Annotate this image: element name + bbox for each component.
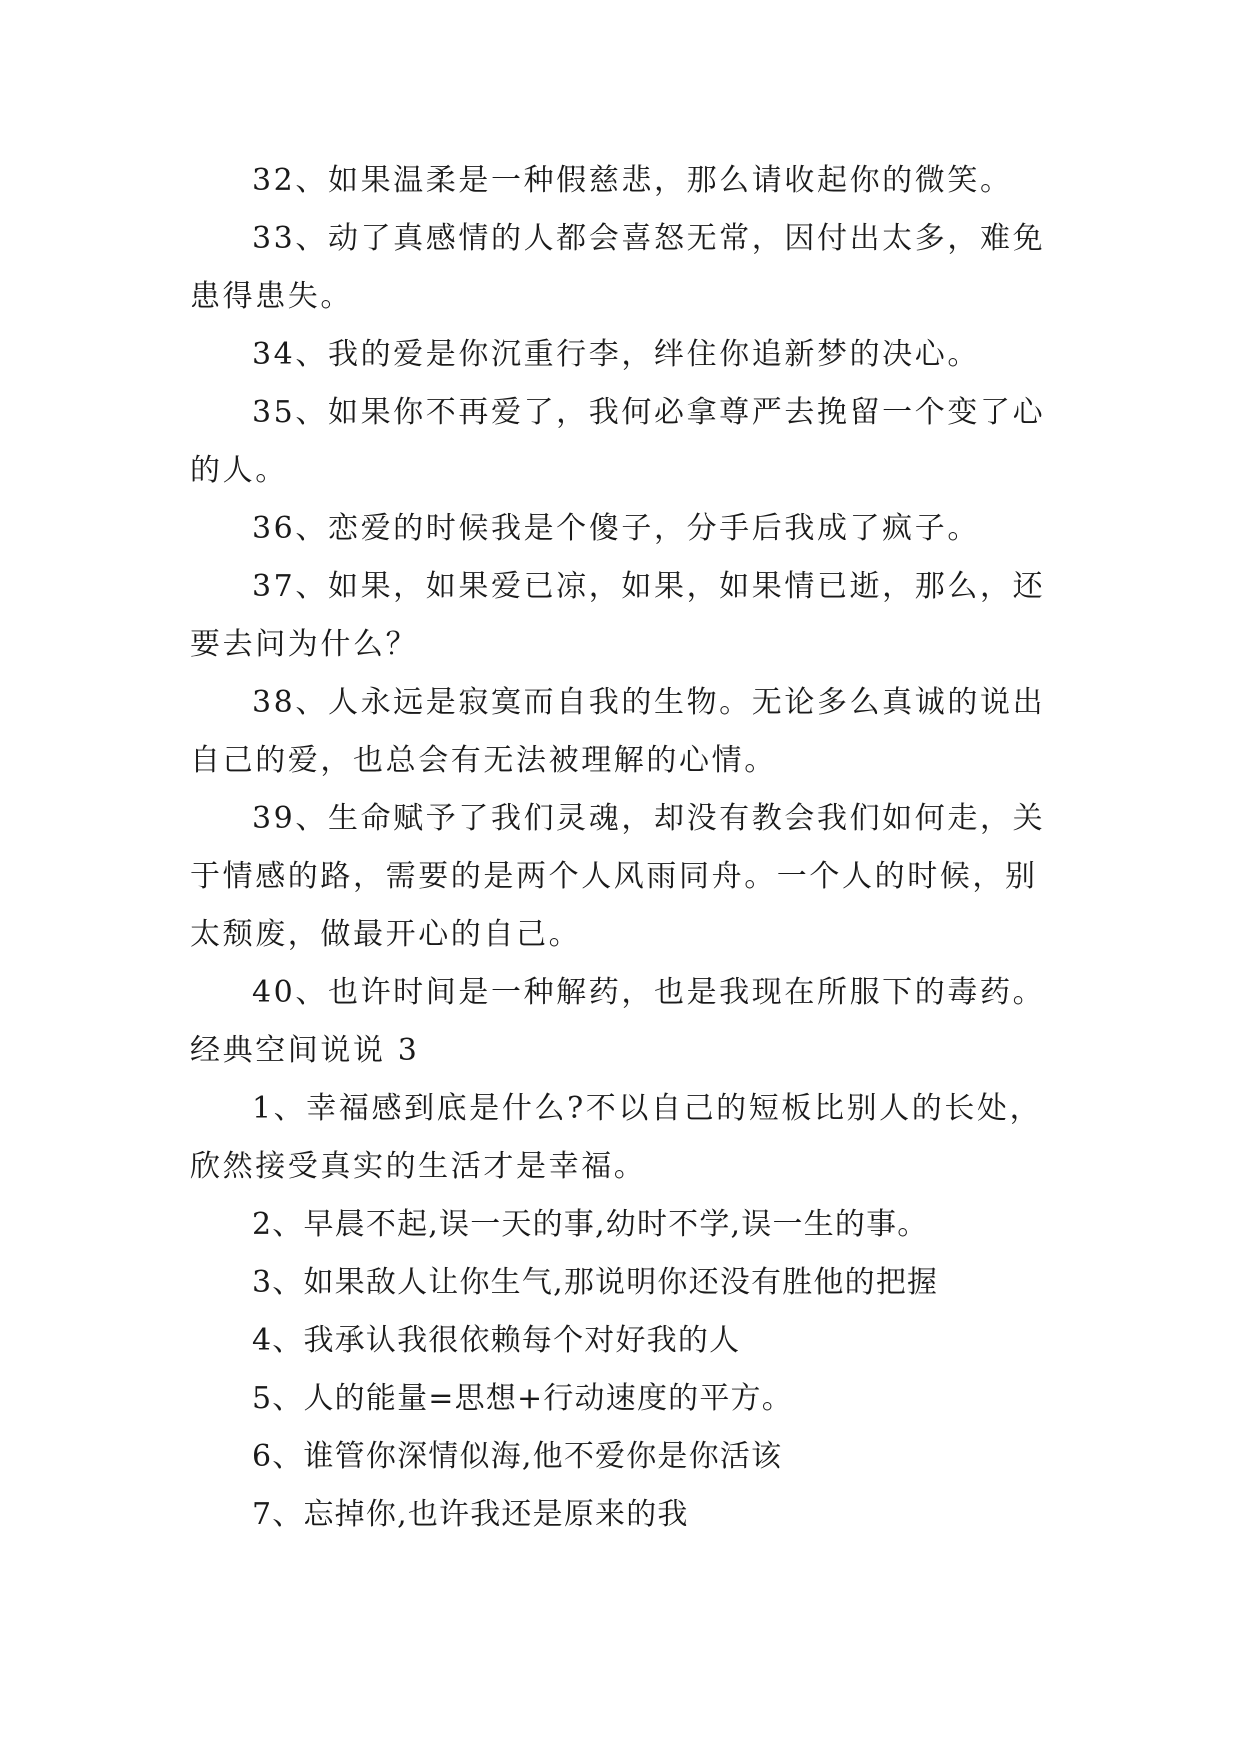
quote-paragraph-38: 38、人永远是寂寞而自我的生物。无论多么真诚的说出自己的爱，也总会有无法被理解的心情。 <box>190 685 1046 778</box>
quote-paragraph-2: 2、早晨不起,误一天的事,幼时不学,误一生的事。 <box>252 1207 929 1242</box>
quote-paragraph-7: 7、忘掉你,也许我还是原来的我 <box>252 1497 689 1532</box>
quote-paragraph-34: 34、我的爱是你沉重行李，绊住你追新梦的决心。 <box>252 337 980 372</box>
quote-paragraph-32: 32、如果温柔是一种假慈悲，那么请收起你的微笑。 <box>252 163 1013 198</box>
quote-paragraph-35: 35、如果你不再爱了，我何必拿尊严去挽留一个变了心的人。 <box>190 395 1046 488</box>
quote-paragraph-33: 33、动了真感情的人都会喜怒无常，因付出太多，难免患得患失。 <box>190 221 1046 314</box>
quote-paragraph-40: 40、也许时间是一种解药，也是我现在所服下的毒药。 <box>252 975 1046 1010</box>
quote-paragraph-6: 6、谁管你深情似海,他不爱你是你活该 <box>252 1439 783 1474</box>
quote-paragraph-1: 1、幸福感到底是什么?不以自己的短板比别人的长处，欣然接受真实的生活才是幸福。 <box>190 1091 1043 1184</box>
quote-paragraph-5: 5、人的能量=思想+行动速度的平方。 <box>252 1381 793 1416</box>
quote-paragraph-37: 37、如果，如果爱已凉，如果，如果情已逝，那么，还要去问为什么？ <box>190 569 1046 662</box>
quote-paragraph-39: 39、生命赋予了我们灵魂，却没有教会我们如何走，关于情感的路，需要的是两个人风雨同舟。一个人的时候，别太颓废，做最开心的自己。 <box>190 801 1046 952</box>
quote-paragraph-36: 36、恋爱的时候我是个傻子，分手后我成了疯子。 <box>252 511 980 546</box>
section-heading: 经典空间说说 3 <box>190 1033 420 1068</box>
quote-paragraph-4: 4、我承认我很依赖每个对好我的人 <box>252 1323 741 1358</box>
quote-paragraph-3: 3、如果敌人让你生气,那说明你还没有胜他的把握 <box>252 1265 939 1300</box>
document-body <box>190 152 1070 1544</box>
